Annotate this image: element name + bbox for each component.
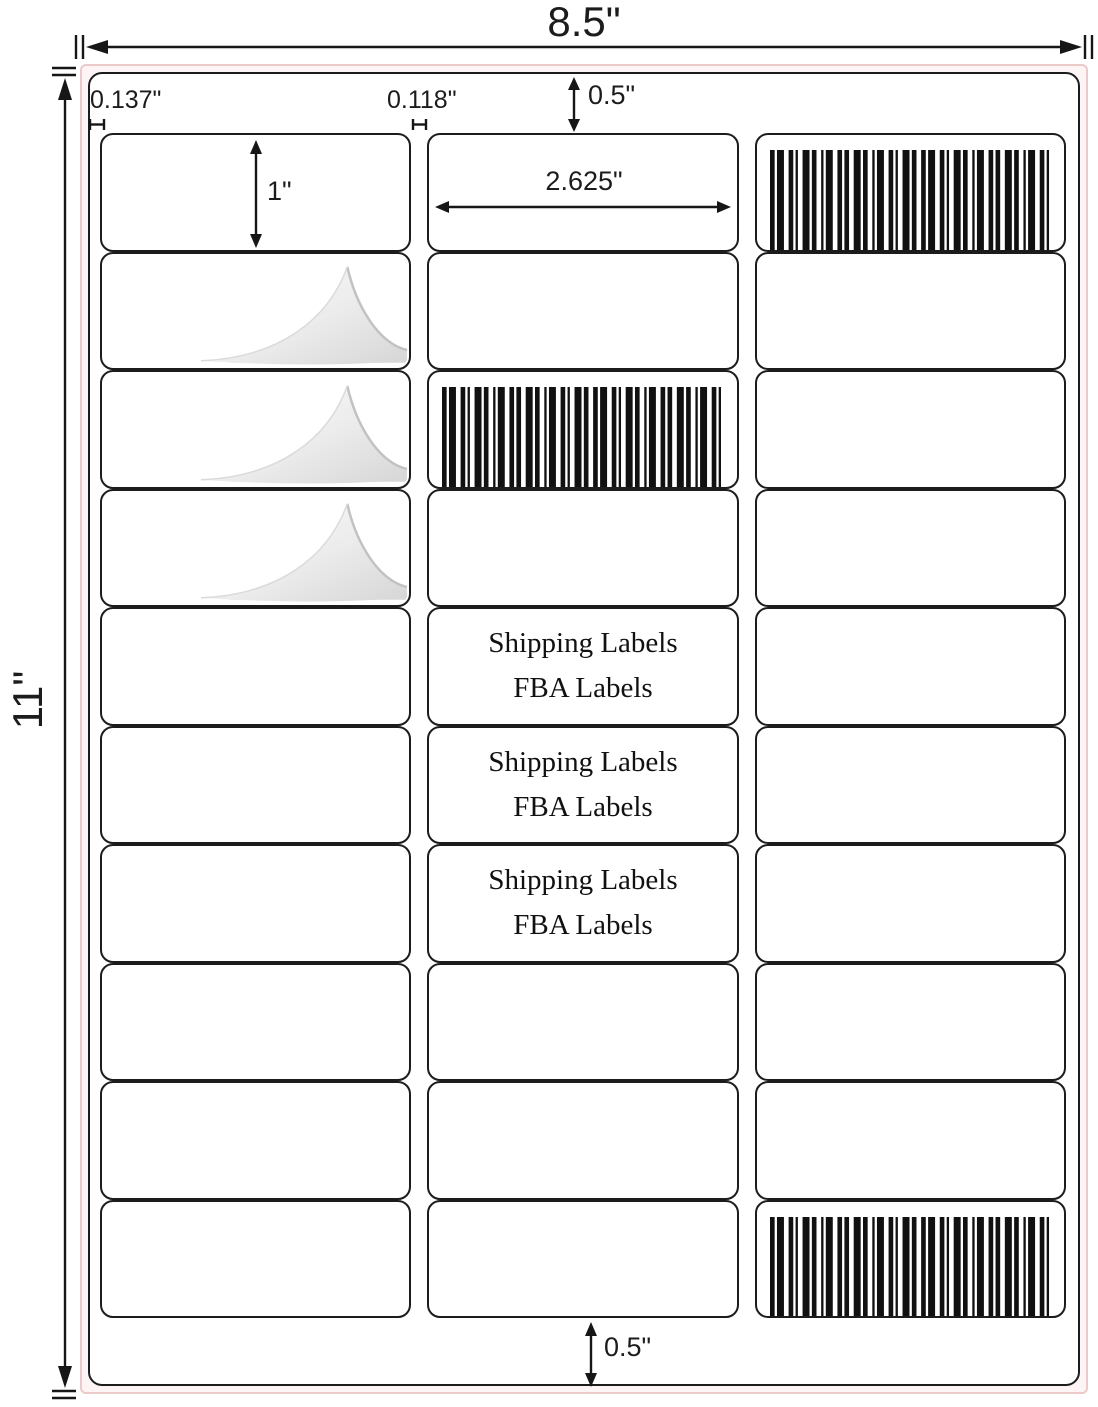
label-cell-r9c1 <box>100 1081 411 1200</box>
left-margin-bracket <box>88 117 106 132</box>
label-cell-r7c1 <box>100 844 411 963</box>
label-text-line2: FBA Labels <box>513 909 653 942</box>
shipping-label-text <box>429 728 736 843</box>
sheet-width-arrow <box>70 33 1098 61</box>
label-cell-r10c2 <box>427 1200 738 1319</box>
label-width-arrow <box>433 198 733 216</box>
label-cell-r8c2 <box>427 963 738 1082</box>
label-cell-r7c3 <box>755 844 1066 963</box>
label-text-line1: Shipping Labels <box>488 864 678 897</box>
label-cell-r5c2 <box>427 607 738 726</box>
shipping-label-text <box>429 846 736 961</box>
label-cell-r6c2 <box>427 726 738 845</box>
label-text-line1: Shipping Labels <box>488 745 678 778</box>
shipping-label-text <box>429 609 736 724</box>
label-cell-r5c3 <box>755 607 1066 726</box>
barcode <box>757 1202 1064 1317</box>
barcode-bars <box>770 150 1051 252</box>
label-cell-r8c1 <box>100 963 411 1082</box>
label-cell-r4c3 <box>755 489 1066 608</box>
peeling-corner-graphic <box>199 496 408 604</box>
label-cell-r2c3 <box>755 252 1066 371</box>
label-cell-r2c2 <box>427 252 738 371</box>
label-width-value: 2.625" <box>545 166 623 196</box>
sheet-height-value: 11" <box>4 670 51 730</box>
label-text-line2: FBA Labels <box>513 790 653 823</box>
top-margin-arrow <box>565 76 583 133</box>
peeling-corner-graphic <box>199 378 408 486</box>
barcode <box>757 135 1064 250</box>
top-margin-value: 0.5" <box>588 80 636 110</box>
label-cell-r6c1 <box>100 726 411 845</box>
label-text-line1: Shipping Labels <box>488 627 678 660</box>
label-cell-r6c3 <box>755 726 1066 845</box>
label-cell-r2c1 <box>100 252 411 371</box>
barcode-bars <box>770 1217 1051 1319</box>
sheet-width-value: 8.5" <box>547 0 621 45</box>
barcode <box>429 372 736 487</box>
bottom-margin-value: 0.5" <box>604 1332 652 1362</box>
label-cell-r4c1 <box>100 489 411 608</box>
column-gap-bracket <box>411 117 428 132</box>
label-cell-r9c3 <box>755 1081 1066 1200</box>
peeling-corner-graphic <box>199 259 408 367</box>
label-cell-r4c2 <box>427 489 738 608</box>
label-height-arrow <box>247 139 265 249</box>
label-cell-r1c3 <box>755 133 1066 252</box>
label-cell-r7c2 <box>427 844 738 963</box>
label-cell-r9c2 <box>427 1081 738 1200</box>
label-height-value: 1" <box>267 176 292 206</box>
label-grid <box>100 133 1066 1318</box>
label-cell-r10c1 <box>100 1200 411 1319</box>
label-cell-r8c3 <box>755 963 1066 1082</box>
column-gap-value: 0.118" <box>387 86 457 114</box>
label-cell-r3c2 <box>427 370 738 489</box>
barcode-bars <box>442 387 723 489</box>
sheet-height-arrow <box>48 60 80 1406</box>
bottom-margin-arrow <box>582 1321 600 1388</box>
label-cell-r10c3 <box>755 1200 1066 1319</box>
label-cell-r5c1 <box>100 607 411 726</box>
label-cell-r3c1 <box>100 370 411 489</box>
label-cell-r3c3 <box>755 370 1066 489</box>
left-margin-value: 0.137" <box>90 86 162 114</box>
label-text-line2: FBA Labels <box>513 672 653 705</box>
